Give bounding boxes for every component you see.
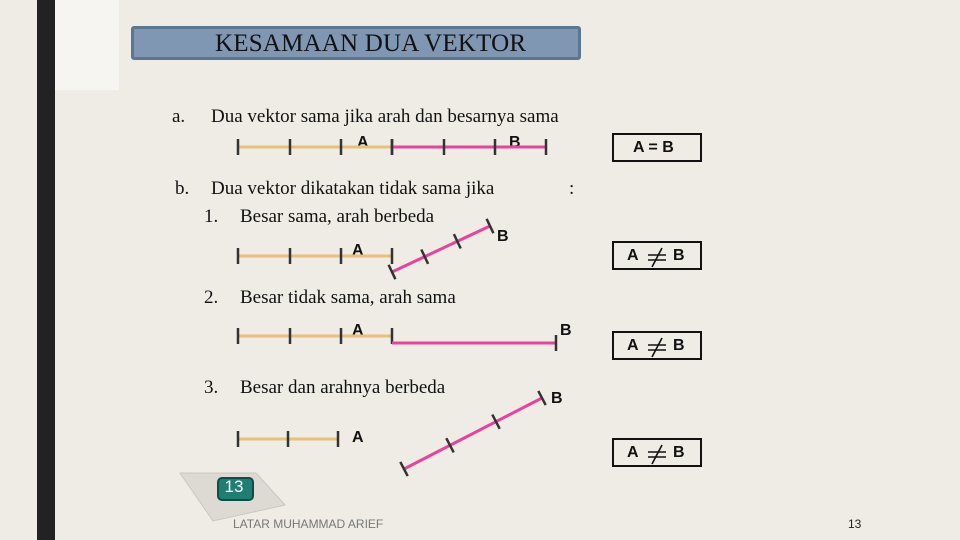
slide-badge-number: 13: [224, 477, 244, 496]
case-3-label-a: A: [352, 429, 364, 446]
case-3-marker: 3.: [204, 377, 219, 398]
item-b-text: Dua vektor dikatakan tidak sama jika: [211, 178, 495, 199]
case-2-text: Besar tidak sama, arah sama: [240, 287, 456, 308]
case-1-label-b: B: [497, 228, 509, 245]
case-3-rel-b: B: [673, 444, 685, 461]
footer-author: LATAR MUHAMMAD ARIEF: [233, 517, 384, 531]
case-3-rel-a: A: [627, 444, 639, 461]
case-2-rel-a: A: [627, 337, 639, 354]
case-2-label-a: A: [352, 322, 364, 339]
case-3-text: Besar dan arahnya berbeda: [240, 377, 446, 398]
case-1-text: Besar sama, arah berbeda: [240, 206, 435, 227]
case-3-label-b: B: [551, 390, 563, 407]
case-1-rel-b: B: [673, 247, 685, 264]
case-2-rel-b: B: [673, 337, 685, 354]
item-b-colon: :: [569, 178, 575, 199]
item-a-label-a: A: [357, 134, 369, 151]
case-1-marker: 1.: [204, 206, 219, 227]
case-1-label-a: A: [352, 242, 364, 259]
item-a-marker: a.: [172, 106, 186, 127]
relation-equal-text: A = B: [633, 139, 674, 156]
case-2-marker: 2.: [204, 287, 219, 308]
case-1-rel-a: A: [627, 247, 639, 264]
item-b-marker: b.: [175, 178, 190, 199]
item-a-label-b: B: [509, 134, 521, 151]
page-number: 13: [848, 517, 862, 531]
slide-title: KESAMAAN DUA VEKTOR: [215, 30, 527, 57]
item-a-text: Dua vektor sama jika arah dan besarnya sama: [211, 106, 559, 127]
case-2-label-b: B: [560, 322, 572, 339]
